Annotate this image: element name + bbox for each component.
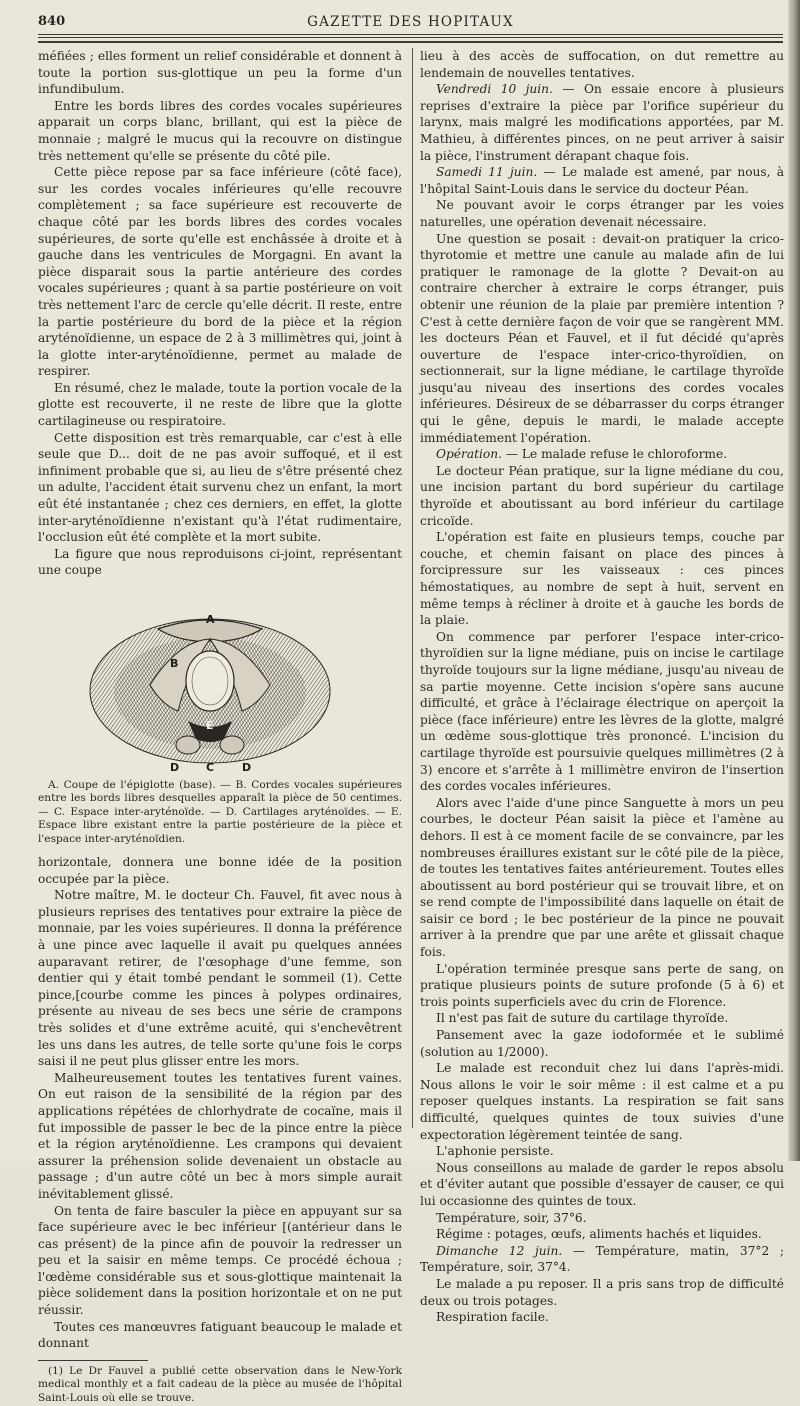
paragraph: Toutes ces manœuvres fatiguant beaucoup le malade et donnant (38, 1319, 402, 1351)
paragraph: On commence par perforer l'espace inter-crico-thyroïdien sur la ligne médiane, puis on incise le cartilage thyroïde toujours sur la ligne médiane, jusqu'au niveau de sa partie moyenne. Cette incision s'opère sans aucune difficulté, et grâce à l'éclairage électrique on aperçoit la pièce (face inférieure) entre les lèvres de la glotte, malgré un œdème sous-glottique très prononcé. L'incision du cartilage thyroïde est poursuivie quelques millimètres (2 à 3) encore et s'arrête à 1 millimètre environ de l'insertion des cordes vocales inférieures. (420, 629, 784, 794)
paragraph: Nous conseillons au malade de garder le repos absolu et d'éviter autant que possible d'essayer de causer, ce qui lui occasionne des quintes de toux. (420, 1160, 784, 1208)
paragraph: Notre maître, M. le docteur Ch. Fauvel, fit avec nous à plusieurs reprises des tentatives pour extraire la pièce de monnaie, par les voies supérieures. Il donna la préférence à une pince avec laquelle il avait pu quelques années auparavant retirer, de l'œsophage d'une femme, son dentier qui y était tombé pendant le sommeil (1). Cette pince,[courbe comme les pinces à polypes ordinaires, présente au niveau de ses becs une série de crampons très solides et d'une extrême acuité, qui s'enchevêtrent les uns dans les autres, de telle sorte qu'une fois le corps saisi il ne peut plus glisser entre les mors. (38, 888, 402, 1069)
paragraph: lieu à des accès de suffocation, on dut remettre au lendemain de nouvelles tentatives. (420, 49, 784, 80)
paragraph-text: — On essaie encore à plusieurs reprises d'extraire la pièce par l'orifice supérieur du larynx, mais malgré les modifications apportées, par M. Mathieu, à différentes pinces, on ne peut arriver à saisir la pièce, l'instrument dérapant chaque fois. (420, 82, 784, 163)
paragraph: méfiées ; elles forment un relief considérable et donnent à toute la portion sus-glottique un peu la forme d'un infundibulum. (38, 49, 402, 97)
paragraph: Malheureusement toutes les tentatives furent vaines. On eut raison de la sensibilité de la région par des applications répétées de chlorhydrate de cocaïne, mais il fut impossible de passer le bec de la pince entre la pièce et la région aryténoïdienne. Les crampons qui devaient assurer la préhension solide devenaient un obstacle au passage ; d'un autre côté un bec à mors simple aurait inévitablement glissé. (38, 1070, 402, 1201)
paragraph-text: — Le malade est amené, par nous, à l'hôpital Saint-Louis dans le service du docteur Péan. (420, 165, 784, 196)
paragraph: Une question se posait : devait-on pratiquer la crico-thyrotomie et mettre une canule au malade afin de lui pratiquer le ramonage de la glotte ? Devait-on au contraire chercher à extraire le corps étranger, puis obtenir une réunion de la plaie par première intention ? C'est à cette dernière façon de voir que se rangèrent MM. les docteurs Péan et Fauvel, et il fut décidé qu'après ouverture de l'espace inter-crico-thyroïdien, on sectionnerait, sur la ligne médiane, le cartilage thyroïde jusqu'au niveau des insertions des cordes vocales inférieures. Désireux de se débarrasser du corps étranger qui le gêne, depuis le mardi, le malade accepte immédiatement l'opération. (420, 231, 784, 445)
section-label: Opération. (436, 447, 502, 462)
larynx-engraving (38, 581, 402, 777)
paragraph: Cette pièce repose par sa face inférieure (côté face), sur les cordes vocales inférieures qu'elle recouvre complètement ; sa face supérieure est recouverte de chaque côté par les bords libres des cordes vocales supérieures, de sorte qu'elle est enchâssée à droite et à gauche dans les ventricules de Morgagni. En avant la pièce disparait sous la partie antérieure des cordes vocales supérieures ; quant à sa partie postérieure on voit très nettement l'arc de cercle qu'elle décrit. Il reste, entre la partie postérieure du bord de la pièce et la région aryténoïdienne, un espace de 2 à 3 millimètres qui, joint à la glotte inter-aryténoïdienne, permet au malade de respirer. (38, 165, 402, 379)
figure-caption: A. Coupe de l'épiglotte (base). — B. Cordes vocales supérieures entre les bords libres desquelles apparaît la pièce de 50 centimes. — C. Espace inter-aryténoïde. — D. Cartilages aryténoïdes. — E. Espace libre existant entre la partie postérieure de la pièce et l'espace inter-aryténoïdien. (38, 779, 402, 845)
figure-label-e: E (206, 719, 214, 732)
paragraph-text: — Température, matin, 37°2 ; Température, soir, 37°4. (420, 1243, 785, 1275)
paragraph: Le malade est reconduit chez lui dans l'après-midi. Nous allons le voir le soir même : il est calme et a pu reposer quelques instants. La respiration se fait sans difficulté, quelques quintes de toux suivies d'une expectoration légèrement teintée de sang. (420, 1061, 784, 1142)
figure-label-d2: D (242, 761, 252, 774)
left-column (38, 48, 402, 1406)
date-label: Samedi 11 juin. (436, 165, 538, 180)
header-rule (38, 37, 783, 38)
right-column (420, 48, 784, 1326)
paragraph: Régime : potages, œufs, aliments hachés et liquides. (436, 1227, 762, 1242)
paragraph: La figure que nous reproduisons ci-joint, représentant une coupe (38, 546, 402, 578)
paragraph (420, 446, 784, 463)
figure-label-b: B (170, 657, 179, 670)
paragraph: Entre les bords libres des cordes vocales supérieures apparait un corps blanc, brillant, qui est la pièce de monnaie ; malgré le mucus qui la recouvre on distingue très nettement qu'elle se présente du côté pile. (38, 98, 402, 163)
paragraph (420, 81, 784, 164)
column-divider (412, 48, 413, 1128)
paragraph: L'opération est faite en plusieurs temps, couche par couche, et chemin faisant on place des pinces à forcipressure sur les vaisseaux : ces pinces hémostatiques, au nombre de sept à huit, servent en même temps à récliner à droite et à gauche les bords de la plaie. (420, 530, 784, 628)
date-label: Vendredi 10 juin. (436, 82, 553, 97)
header-rule (38, 34, 783, 35)
paragraph: Ne pouvant avoir le corps étranger par les voies naturelles, une opération devenait nécessaire. (420, 198, 784, 229)
running-title: GAZETTE DES HOPITAUX (307, 14, 514, 30)
paragraph: Il n'est pas fait de suture du cartilage thyroïde. (436, 1011, 729, 1026)
paragraph-text: — Le malade refuse le chloroforme. (501, 447, 728, 462)
paragraph: Alors avec l'aide d'une pince Sanguette à mors un peu courbes, le docteur Péan saisit la pièce et l'amène au dehors. Il est à ce moment facile de se convaincre, par les nombreuses éraillures existant sur le côté pile de la pièce, de toutes les tentatives faites antérieurement. Toutes elles aboutissent au bord postérieur qui se trouvait libre, et on se rend compte de l'impossibilité dans laquelle on était de saisir ce bord ; le bec postérieur de la pince ne pouvait arriver à la prendre que par une arête et glissait chaque fois. (420, 795, 784, 960)
footnote-rule (38, 1360, 148, 1361)
paragraph: Pansement avec la gaze iodoformée et le sublimé (solution au 1/2000). (420, 1028, 784, 1059)
paragraph: L'opération terminée presque sans perte de sang, on pratique plusieurs points de suture profonde (5 à 6) et trois points superficiels avec du crin de Florence. (420, 961, 784, 1009)
footnote: (1) Le Dr Fauvel a publié cette observation dans le New-York medical monthly et a fait cadeau de la pièce au musée de l'hôpital Saint-Louis où elle se trouve. (38, 1364, 402, 1405)
paragraph: Cette disposition est très remarquable, car c'est à elle seule que D... doit de ne pas avoir suffoqué, et il est infiniment probable que si, au lieu de s'être présenté chez un adulte, l'accident était survenu chez un enfant, la mort eût été instantanée ; chez ces derniers, en effet, la glotte inter-aryténoïdienne n'existant qu'à l'état rudimentaire, l'occlusion eût été complète et la mort subite. (38, 430, 402, 545)
page-header (38, 14, 783, 36)
paragraph: Le docteur Péan pratique, sur la ligne médiane du cou, une incision partant du bord supérieur du cartilage thyroïde et aboutissant au bord inférieur du cartilage cricoïde. (420, 463, 784, 528)
paragraph: On tenta de faire basculer la pièce en appuyant sur sa face supérieure avec le bec inférieur [(antérieur dans le cas présent) de la pince afin de pouvoir la redresser un peu et la saisir en même temps. Ce procédé échoua ; l'œdème considérable sus et sous-glottique maintenait la pièce solidement dans la position horizontale et on ne put réussir. (38, 1203, 402, 1318)
binding-edge (788, 0, 800, 1161)
figure-label-c: C (206, 761, 215, 774)
paragraph: En résumé, chez le malade, toute la portion vocale de la glotte est recouverte, il ne reste de libre que la glotte cartilagineuse ou respiratoire. (38, 380, 402, 429)
paragraph (420, 1243, 784, 1276)
date-label: Dimanche 12 juin. (436, 1243, 563, 1258)
paragraph (420, 164, 784, 197)
paragraph: L'aphonie persiste. (436, 1144, 554, 1159)
paragraph: Respiration facile. (436, 1310, 549, 1325)
larynx-figure (38, 581, 402, 777)
page-number: 840 (38, 14, 66, 29)
paragraph: horizontale, donnera une bonne idée de la position occupée par la pièce. (38, 855, 402, 886)
figure-label-a: A (206, 613, 215, 626)
paragraph: Température, soir, 37°6. (436, 1210, 587, 1225)
figure-label-d1: D (170, 761, 180, 774)
paragraph: Le malade a pu reposer. Il a pris sans trop de difficulté deux ou trois potages. (420, 1276, 784, 1308)
header-rule (38, 41, 783, 43)
